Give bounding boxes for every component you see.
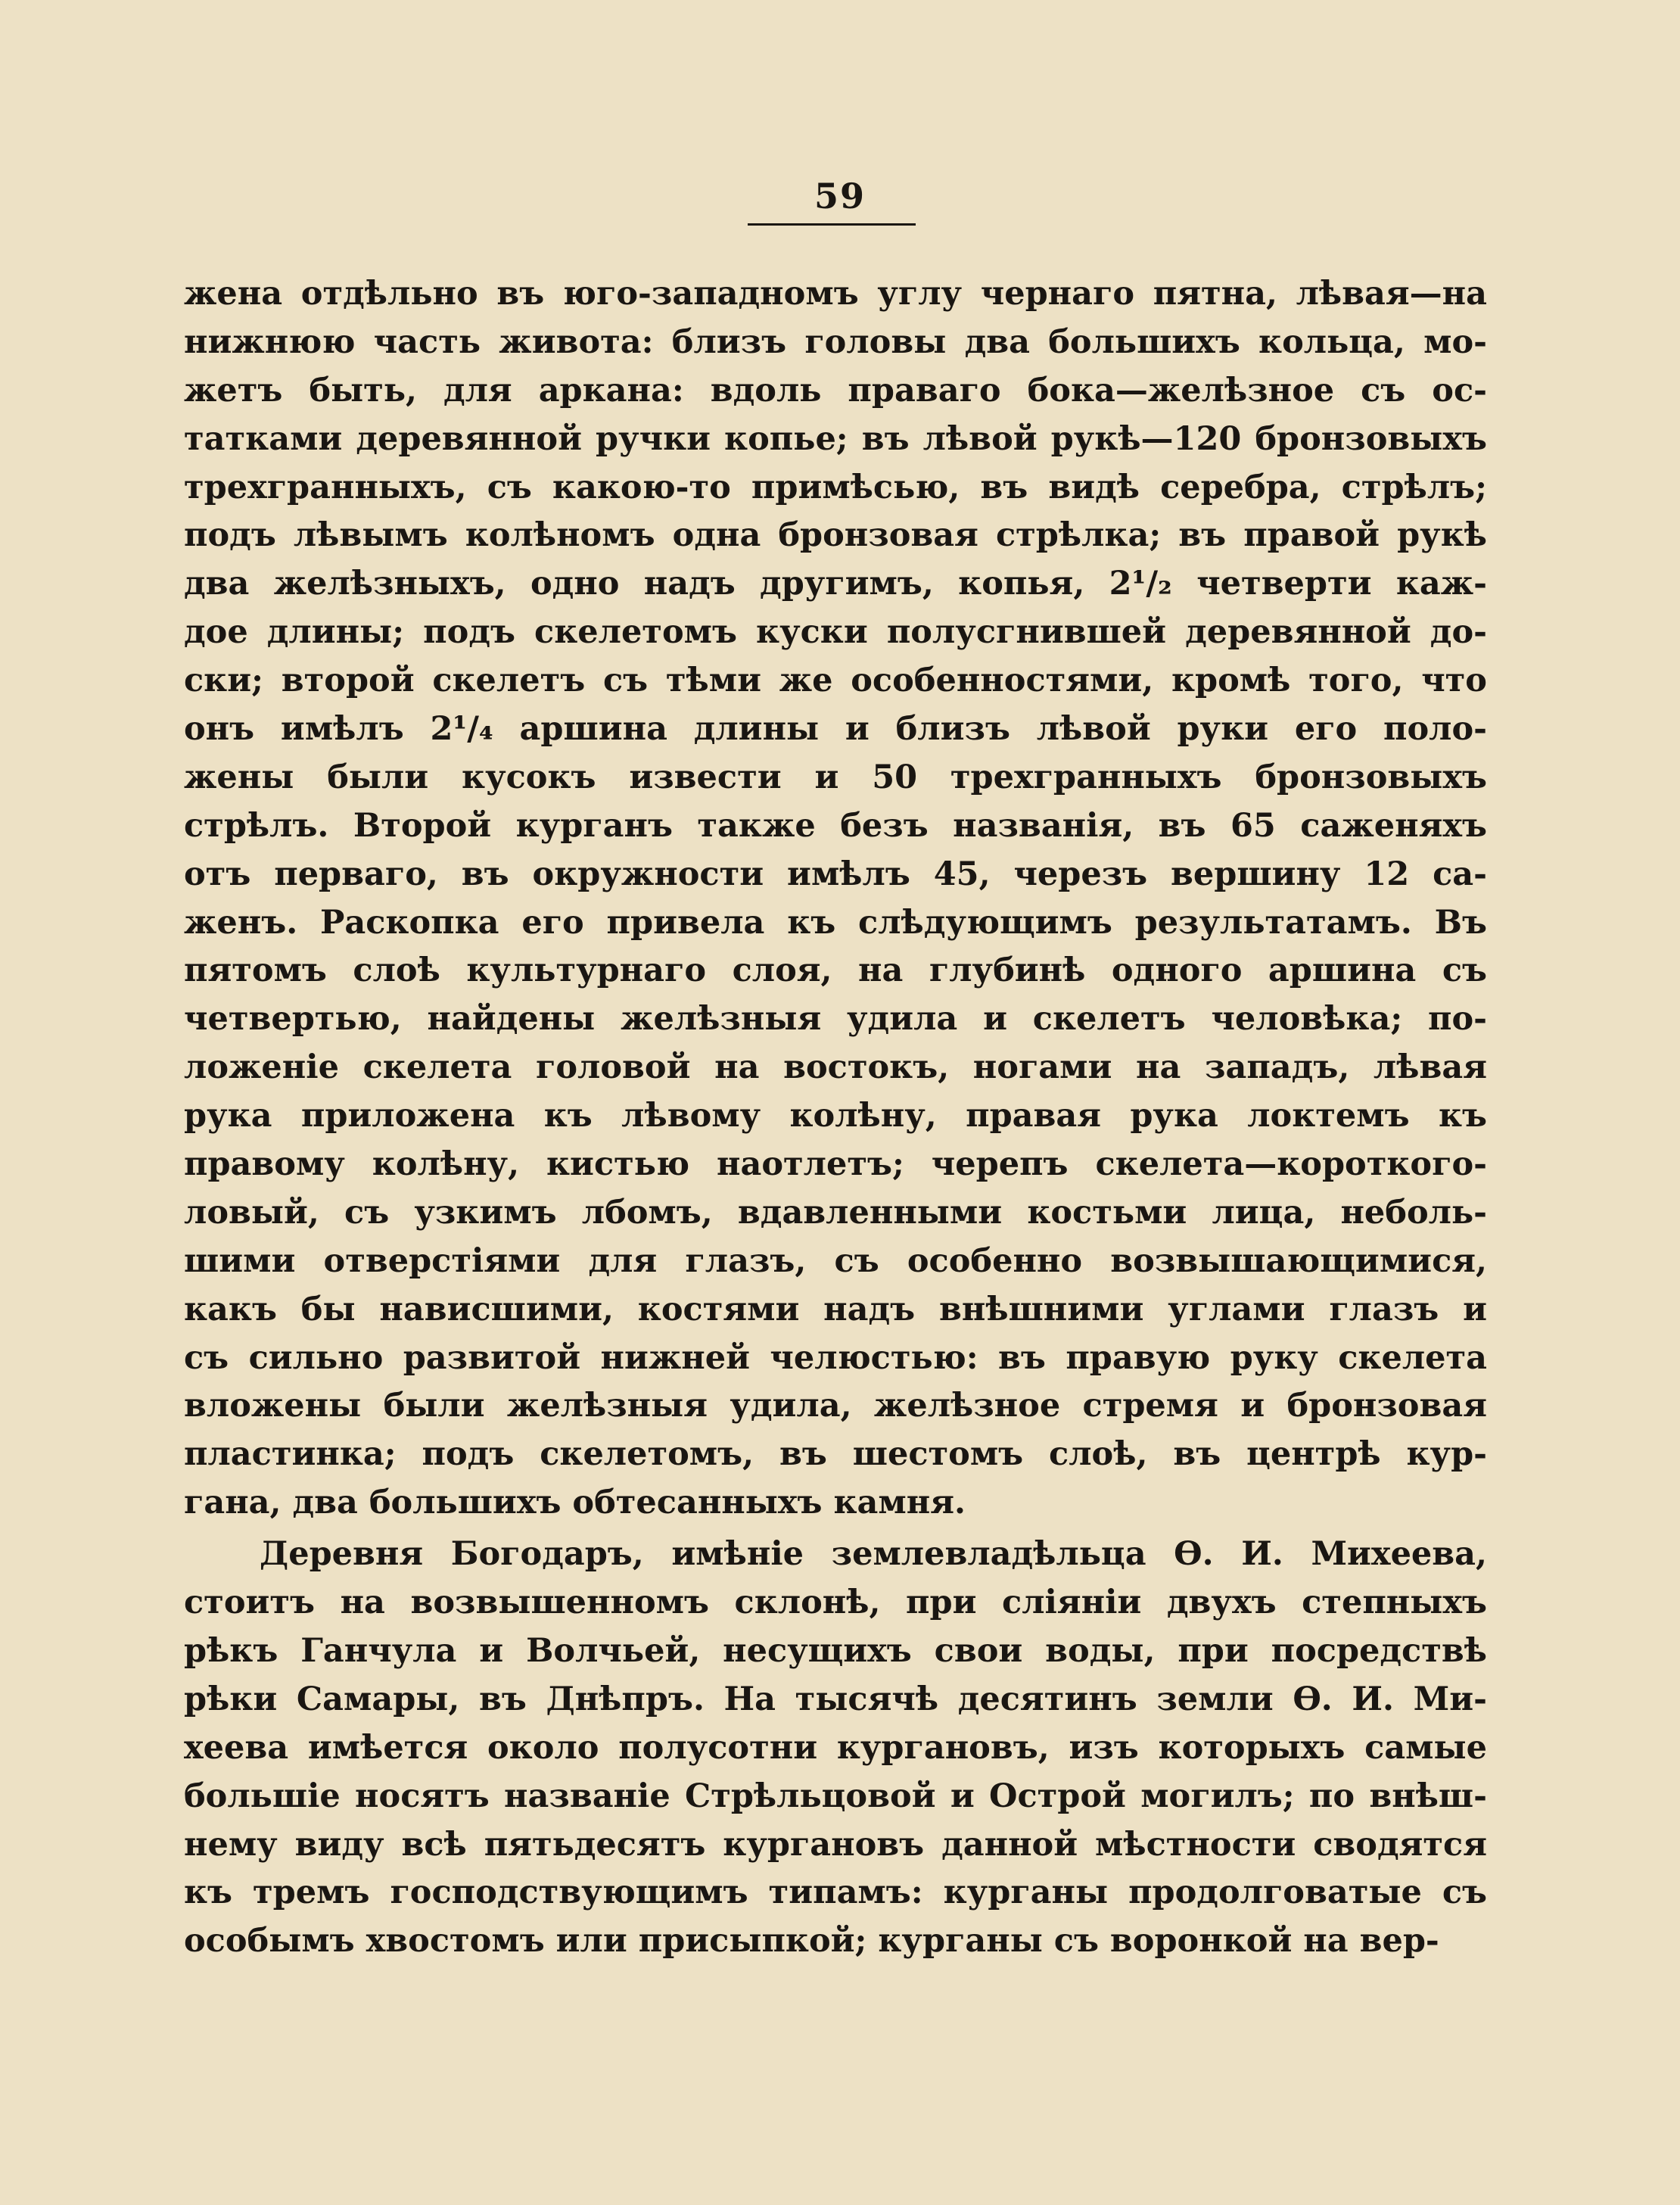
text-line: татками деревянной ручки копье; въ лѣвой рукѣ—120 бронзовыхъ: [184, 419, 1487, 458]
text-line: отъ перваго, въ окружности имѣлъ 45, черезъ вершину 12 са-: [184, 855, 1487, 893]
text-line: жетъ быть, для аркана: вдоль праваго бока—желѣзное съ ос-: [184, 371, 1487, 410]
text-line: стрѣлъ. Второй курганъ также безъ названія, въ 65 саженяхъ: [184, 806, 1487, 845]
text-line: ловый, съ узкимъ лбомъ, вдавленными костьми лица, неболь-: [184, 1193, 1487, 1232]
text-line: рѣки Самары, въ Днѣпръ. На тысячѣ десятинъ земли Ѳ. И. Ми-: [184, 1680, 1487, 1718]
text-line: жена отдѣльно въ юго-западномъ углу чернаго пятна, лѣвая—на: [184, 275, 1487, 313]
text-line: пятомъ слоѣ культурнаго слоя, на глубинѣ одного аршина съ: [184, 951, 1487, 990]
text-line: четвертью, найдены желѣзныя удила и скелетъ человѣка; по-: [184, 1000, 1487, 1039]
text-line: нижнюю часть живота: близъ головы два большихъ кольца, мо-: [184, 322, 1487, 361]
text-line: дое длины; подъ скелетомъ куски полусгнившей деревянной до-: [184, 613, 1487, 652]
page-number: 59: [814, 176, 866, 216]
text-line: ложеніе скелета головой на востокъ, ногами на западъ, лѣвая: [184, 1048, 1487, 1087]
text-line: гана, два большихъ обтесанныхъ камня.: [184, 1484, 966, 1522]
text-line: пластинка; подъ скелетомъ, въ шестомъ слоѣ, въ центрѣ кур-: [184, 1435, 1487, 1474]
text-line: большіе носятъ названіе Стрѣльцовой и Острой могилъ; по внѣш-: [184, 1777, 1487, 1815]
text-line: онъ имѣлъ 2¹/₄ аршина длины и близъ лѣвой руки его поло-: [184, 710, 1487, 749]
paragraph: [184, 270, 1487, 1528]
paragraph: [184, 1531, 1487, 1966]
text-line: подъ лѣвымъ колѣномъ одна бронзовая стрѣлка; въ правой рукѣ: [184, 516, 1487, 555]
body-text: [184, 270, 1487, 1966]
text-line: Деревня Богодаръ, имѣніе землевладѣльца Ѳ. И. Михеева,: [260, 1535, 1487, 1574]
text-line: правому колѣну, кистью наотлетъ; черепъ скелета—короткого-: [184, 1145, 1487, 1184]
text-line: вложены были желѣзныя удила, желѣзное стремя и бронзовая: [184, 1387, 1487, 1425]
page-number-rule: [748, 223, 916, 226]
text-line: какъ бы нависшими, костями надъ внѣшними углами глазъ и: [184, 1290, 1487, 1328]
text-line: женъ. Раскопка его привела къ слѣдующимъ результатамъ. Въ: [184, 903, 1487, 942]
text-line: жены были кусокъ извести и 50 трехгранныхъ бронзовыхъ: [184, 758, 1487, 796]
text-line: трехгранныхъ, съ какою-то примѣсью, въ видѣ серебра, стрѣлъ;: [184, 468, 1487, 506]
text-line: шими отверстіями для глазъ, съ особенно возвышающимися,: [184, 1241, 1487, 1280]
text-line: стоитъ на возвышенномъ склонѣ, при сліяніи двухъ степныхъ: [184, 1584, 1487, 1622]
text-line: особымъ хвостомъ или присыпкой; курганы съ воронкой на вер-: [184, 1922, 1439, 1961]
text-line: два желѣзныхъ, одно надъ другимъ, копья, 2¹/₂ четверти каж-: [184, 565, 1487, 603]
text-line: съ сильно развитой нижней челюстью: въ правую руку скелета: [184, 1338, 1487, 1377]
text-line: рука приложена къ лѣвому колѣну, правая рука локтемъ къ: [184, 1097, 1487, 1135]
text-line: нему виду всѣ пятьдесятъ кургановъ данной мѣстности сводятся: [184, 1825, 1487, 1864]
text-line: рѣкъ Ганчула и Волчьей, несущихъ свои воды, при посредствѣ: [184, 1631, 1487, 1670]
text-line: хеева имѣется около полусотни кургановъ, изъ которыхъ самые: [184, 1728, 1487, 1767]
text-line: ски; второй скелетъ съ тѣми же особенностями, кромѣ того, что: [184, 662, 1487, 700]
text-line: къ тремъ господствующимъ типамъ: курганы продолговатые съ: [184, 1873, 1487, 1912]
